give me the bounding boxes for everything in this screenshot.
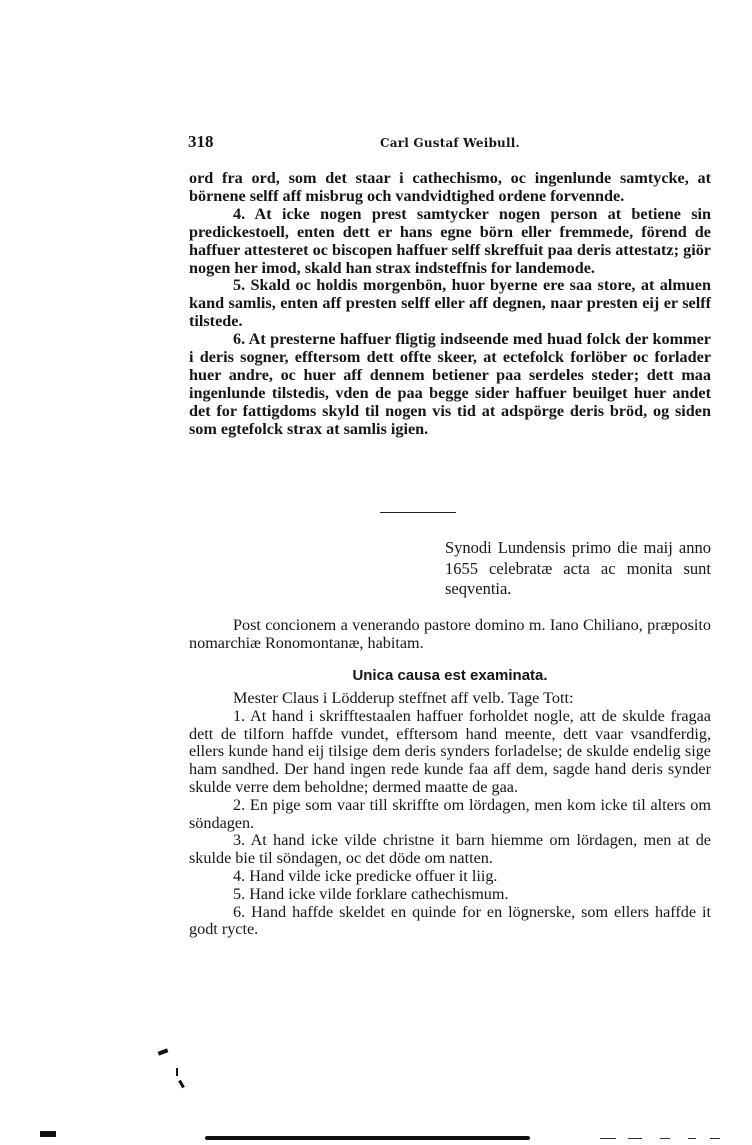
paragraph: 1. At hand i skrifftestaalen haffuer forholdet nogle, att de skulde fragaa dett de tilforn haffde vundet, efftersom hand meente, dett vaar vsandferdig, ellers kunde hand eij tilsige dem deris synders forladelse; de skulde endelig sige ham sandhed. Der hand ingen rede kunde faa aff dem, sagde hand deris synder skulde verre dem beholdne; dermed maatte de gaa. <box>189 706 711 796</box>
synod-intro <box>189 617 711 652</box>
paragraph: 3. At hand icke vilde christne it barn hiemme om lördagen, men at de skulde bie til söndagen, oc det döde om natten. <box>189 831 711 868</box>
synod-items <box>189 690 711 939</box>
paragraph: ord fra ord, som det staar i cathechismo, oc ingenlunde samtycke, at börnene selff aff misbrug och vandvidtighed ordene forvennde. <box>189 169 711 205</box>
paragraph: 6. Hand haffde skeldet en quinde for en lögnerske, som ellers haffde it godt rycte. <box>189 902 711 939</box>
paragraph: 6. At presterne haffuer fligtig indseende med huad folck der kommer i deris sogner, efftersom dett offte skeer, at ectefolck forlöber oc forlader huer andre, oc huer aff dennem betiener paa serdeles steder; dett maa ingenlunde tilstedis, vden de paa begge sider haffuer beuilget huer andet det for fattigdoms skyld til nogen vis tid at adspörge deris bröd, og siden som egtefolck strax at samlis igien. <box>189 330 711 438</box>
scan-edge-dash <box>600 1138 616 1139</box>
paragraph: 2. En pige som vaar till skriffte om lördagen, men kom icke til alters om söndagen. <box>189 795 711 832</box>
section-1-text <box>189 170 711 439</box>
paragraph: 4. At icke nogen prest samtycker nogen person at betiene sin predickestoell, enten dett er hans egne börn eller fremmede, förend de haffuer attesteret oc biscopen haffuer selff skreffuit paa deris attestatz; giör nogen her imod, skald han strax indsteffnis for landemode. <box>189 204 711 277</box>
scan-edge-bar <box>205 1136 530 1140</box>
scan-edge-dash <box>710 1138 720 1139</box>
paragraph: Post concionem a venerando pastore domino m. Iano Chiliano, præposito nomarchiæ Ronomontanæ, habitam. <box>189 616 711 652</box>
paragraph: Mester Claus i Lödderup steffnet aff velb. Tage Tott: <box>233 689 574 707</box>
paragraph: 5. Hand icke vilde forklare cathechismum. <box>233 884 509 903</box>
scan-speck <box>176 1068 178 1076</box>
paragraph: 4. Hand vilde icke predicke offuer it liig. <box>233 866 498 885</box>
paragraph: 5. Skald oc holdis morgenbön, huor byerne ere saa store, at almuen kand samlis, enten aff presten selff eller aff degnen, naar presten eij er selff tilstede. <box>189 276 711 331</box>
running-head: Carl Gustaf Weibull. <box>380 136 520 150</box>
scan-edge-dash <box>688 1138 696 1139</box>
section-divider <box>380 512 456 513</box>
scan-speck <box>178 1080 185 1088</box>
scan-edge-dash <box>628 1138 642 1139</box>
synod-heading: Synodi Lundensis primo die maij anno 1655 celebratæ acta ac monita sunt seqventia. <box>445 538 711 598</box>
page-number: 318 <box>188 132 214 151</box>
scan-speck <box>40 1131 56 1137</box>
section-subheading: Unica causa est examinata. <box>352 667 548 684</box>
scan-edge-dash <box>660 1138 670 1139</box>
scan-speck <box>158 1048 169 1055</box>
